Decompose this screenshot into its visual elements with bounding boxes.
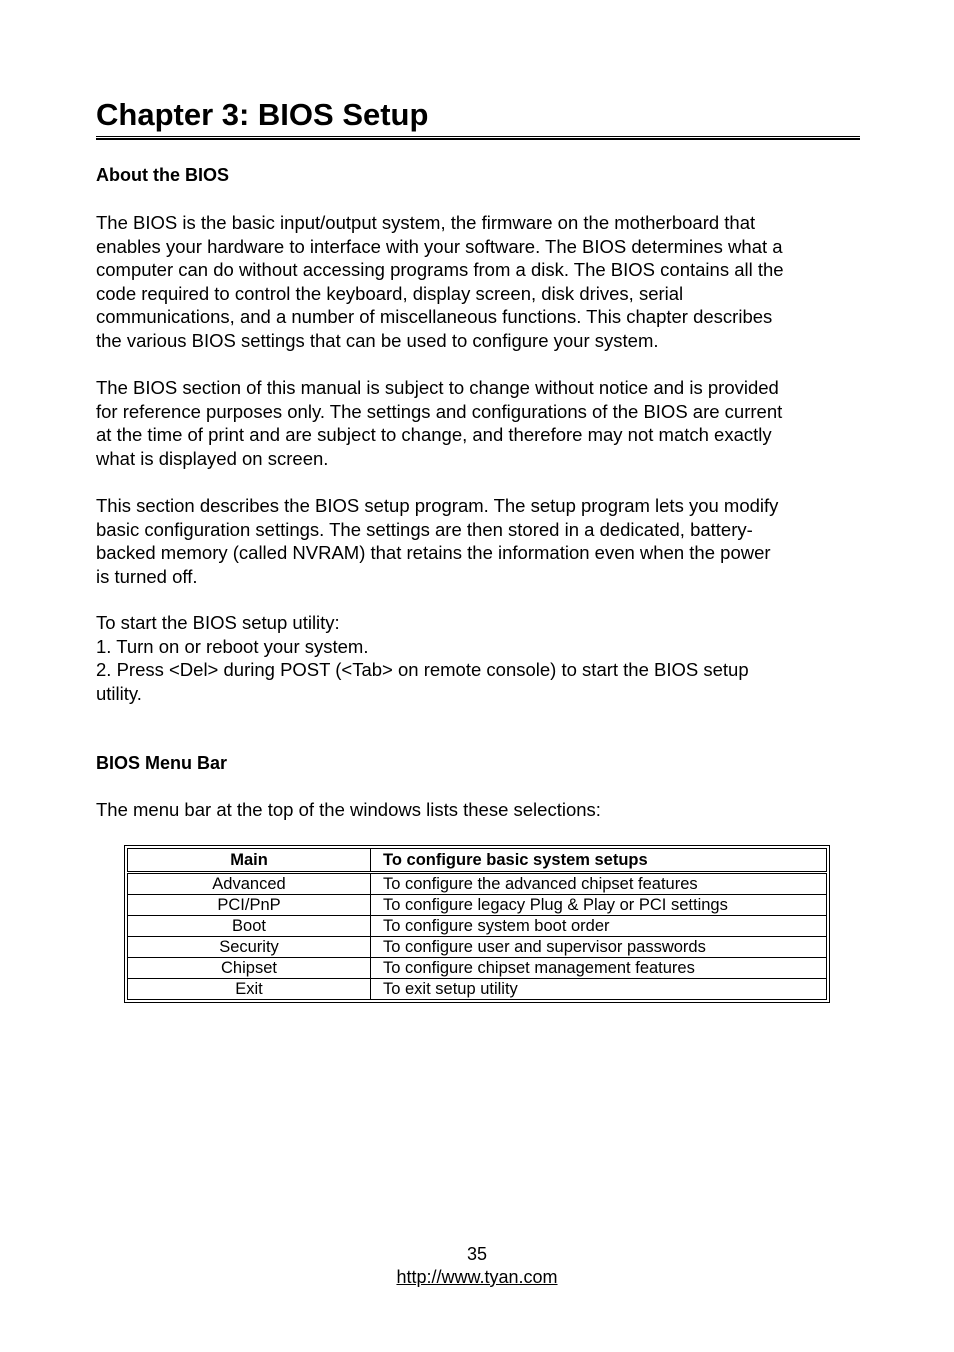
about-paragraph-1 [96, 211, 862, 352]
table-row [128, 979, 827, 1000]
text-line: computer can do without accessing programs from a disk. The BIOS contains all the [96, 259, 784, 280]
menu-name-cell: Boot [128, 916, 371, 937]
about-heading: About the BIOS [96, 165, 229, 185]
about-paragraph-3 [96, 494, 862, 588]
footer-url-wrap [0, 1266, 954, 1288]
text-line: The BIOS is the basic input/output system, the firmware on the motherboard that [96, 212, 756, 233]
bios-start-instructions [96, 611, 862, 705]
footer-url-link[interactable]: http://www.tyan.com [396, 1267, 558, 1287]
menu-name-cell: Chipset [128, 958, 371, 979]
text-line: The BIOS section of this manual is subject to change without notice and is provided [96, 377, 779, 398]
table-row [128, 958, 827, 979]
text-line: communications, and a number of miscellaneous functions. This chapter describes [96, 306, 773, 327]
table-header-cell: Main [128, 849, 371, 873]
title-rule [96, 136, 860, 140]
menu-description-cell: To configure user and supervisor passwords [371, 937, 827, 958]
page-number: 35 [466, 1244, 488, 1264]
text-line: for reference purposes only. The settings and configurations of the BIOS are current [96, 400, 783, 422]
text-line: what is displayed on screen. [96, 447, 329, 469]
table-header-row [128, 849, 827, 873]
menu-description-cell: To configure chipset management features [371, 958, 827, 979]
menu-description-cell: To exit setup utility [371, 979, 827, 1000]
about-paragraph-2 [96, 376, 862, 470]
menu-description-cell: To configure system boot order [371, 916, 827, 937]
table-row [128, 916, 827, 937]
text-line: utility. [96, 682, 142, 704]
chapter-title: Chapter 3: BIOS Setup [96, 97, 429, 132]
table-header-cell: To configure basic system setups [371, 849, 827, 873]
menu-name-cell: Security [128, 937, 371, 958]
text-line: To start the BIOS setup utility: [96, 612, 340, 633]
list-item: 2. Press <Del> during POST (<Tab> on remote console) to start the BIOS setup [96, 659, 749, 680]
menu-description-cell: To configure the advanced chipset features [371, 873, 827, 895]
table-row [128, 873, 827, 895]
text-line: is turned off. [96, 565, 198, 587]
text-line: backed memory (called NVRAM) that retains the information even when the power [96, 542, 771, 563]
text-line: The menu bar at the top of the windows lists these selections: [96, 799, 601, 820]
text-line: This section describes the BIOS setup program. The setup program lets you modify [96, 495, 779, 516]
text-line: at the time of print and are subject to change, and therefore may not match exactly [96, 424, 772, 445]
text-line: basic configuration settings. The settings are then stored in a dedicated, battery- [96, 518, 753, 540]
text-line: the various BIOS settings that can be used to configure your system. [96, 329, 659, 351]
bios-menu-table [124, 845, 830, 1003]
menu-bar-heading: BIOS Menu Bar [96, 753, 228, 773]
text-line: enables your hardware to interface with your software. The BIOS determines what a [96, 235, 783, 257]
table-row [128, 895, 827, 916]
table-row [128, 937, 827, 958]
menu-name-cell: PCI/PnP [128, 895, 371, 916]
list-item: 1. Turn on or reboot your system. [96, 635, 369, 657]
menu-bar-intro [96, 798, 862, 822]
menu-name-cell: Exit [128, 979, 371, 1000]
menu-name-cell: Advanced [128, 873, 371, 895]
menu-description-cell: To configure legacy Plug & Play or PCI settings [371, 895, 827, 916]
text-line: code required to control the keyboard, display screen, disk drives, serial [96, 282, 684, 304]
